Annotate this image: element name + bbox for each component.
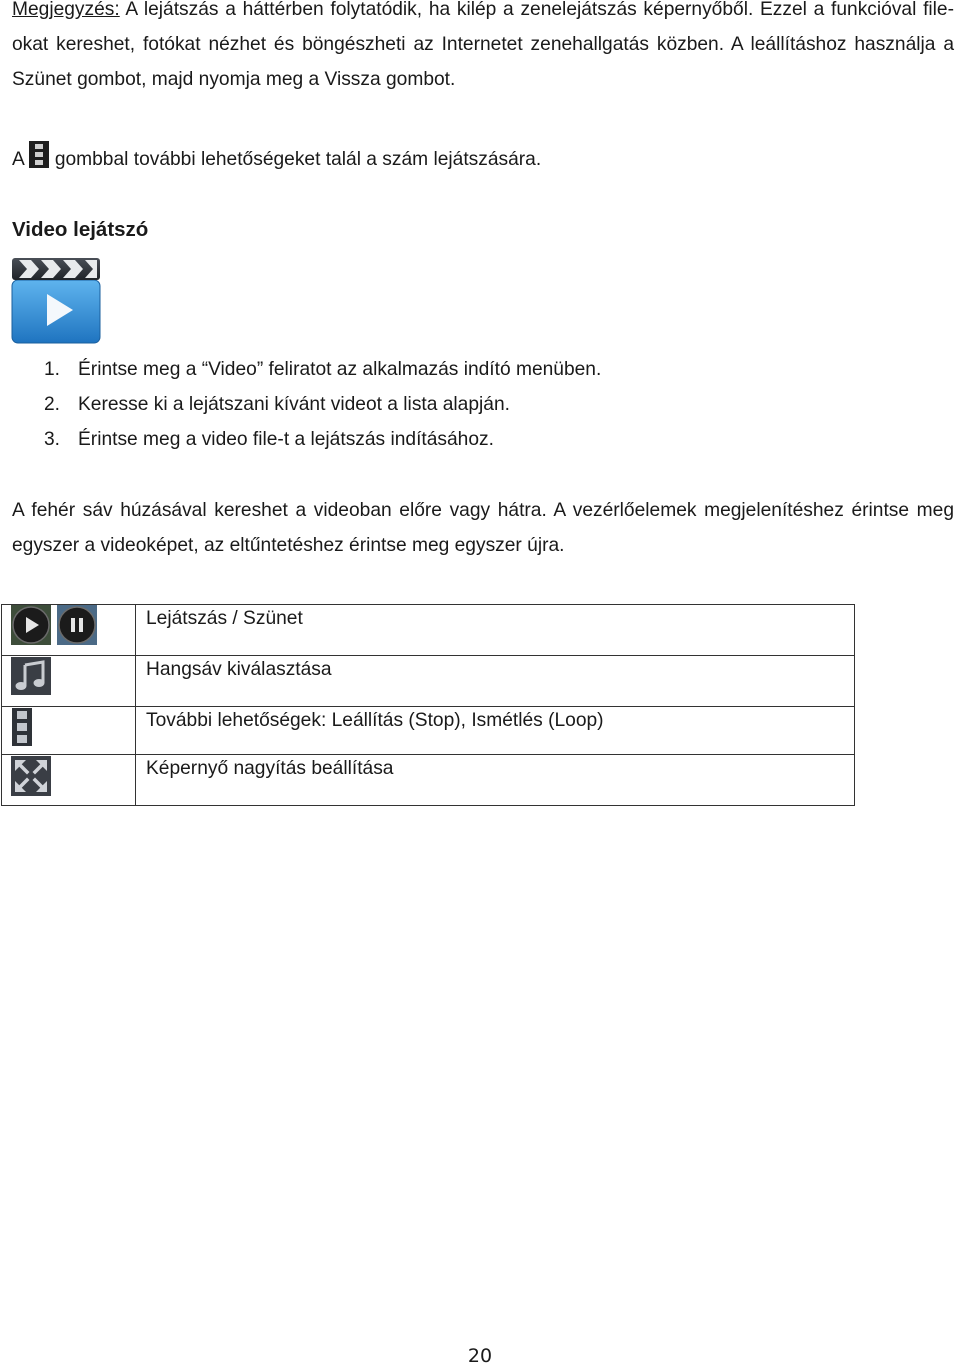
section-title: Video lejátszó [12,218,149,241]
menu-hint-after: gombbal további lehetőségeket talál a szám lejátszására. [54,149,542,170]
list-item [44,422,601,457]
icon-cell [2,605,136,656]
control-label: Képernyő nagyítás beállítása [136,755,855,806]
steps-list [44,352,601,457]
controls-table [1,604,855,806]
page-number: 20 [467,1345,493,1367]
icon-cell [2,755,136,806]
note-label: Megjegyzés: [12,0,120,20]
table-row [2,707,855,755]
description-paragraph: A fehér sáv húzásával kereshet a videoban előre vagy hátra. A vezérlőelemek megjelenítéshez érintse meg egyszer a videoképet, az eltűntetéshez érintse meg egyszer újra. [12,500,954,556]
music-note-icon [11,657,51,695]
table-row [2,605,855,656]
menu-hint-paragraph [12,141,954,177]
step-number: 2. [44,394,61,415]
step-text: Érintse meg a “Video” feliratot az alkalmazás indító menüben. [78,359,602,380]
note-paragraph [12,0,954,97]
step-text: Érintse meg a video file-t a lejátszás indításához. [78,429,494,450]
fullscreen-icon [11,756,51,796]
menu-icon [29,141,49,168]
control-label: További lehetőségek: Leállítás (Stop), Ismétlés (Loop) [136,707,855,755]
table-row [2,755,855,806]
note-text: A lejátszás a háttérben folytatódik, ha kilép a zenelejátszás képernyőből. Ezzel a funkcióval file-okat kereshet, fotókat nézhet és böngészheti az Internetet zenehallgatás közben. A leállításhoz használja a Szünet gombot, majd nyomja meg a Vissza gombot. [12,0,954,90]
list-item [44,387,601,422]
menu-icon [12,708,32,746]
control-label: Hangsáv kiválasztása [136,656,855,707]
table-row [2,656,855,707]
icon-cell [2,656,136,707]
list-item [44,352,601,387]
menu-hint-before: A [12,149,25,170]
play-icon [11,605,51,645]
step-number: 1. [44,359,61,380]
step-number: 3. [44,429,61,450]
video-player-icon [11,256,101,344]
pause-icon [57,605,97,645]
icon-cell [2,707,136,755]
step-text: Keresse ki a lejátszani kívánt videot a lista alapján. [78,394,510,415]
control-label: Lejátszás / Szünet [136,605,855,656]
